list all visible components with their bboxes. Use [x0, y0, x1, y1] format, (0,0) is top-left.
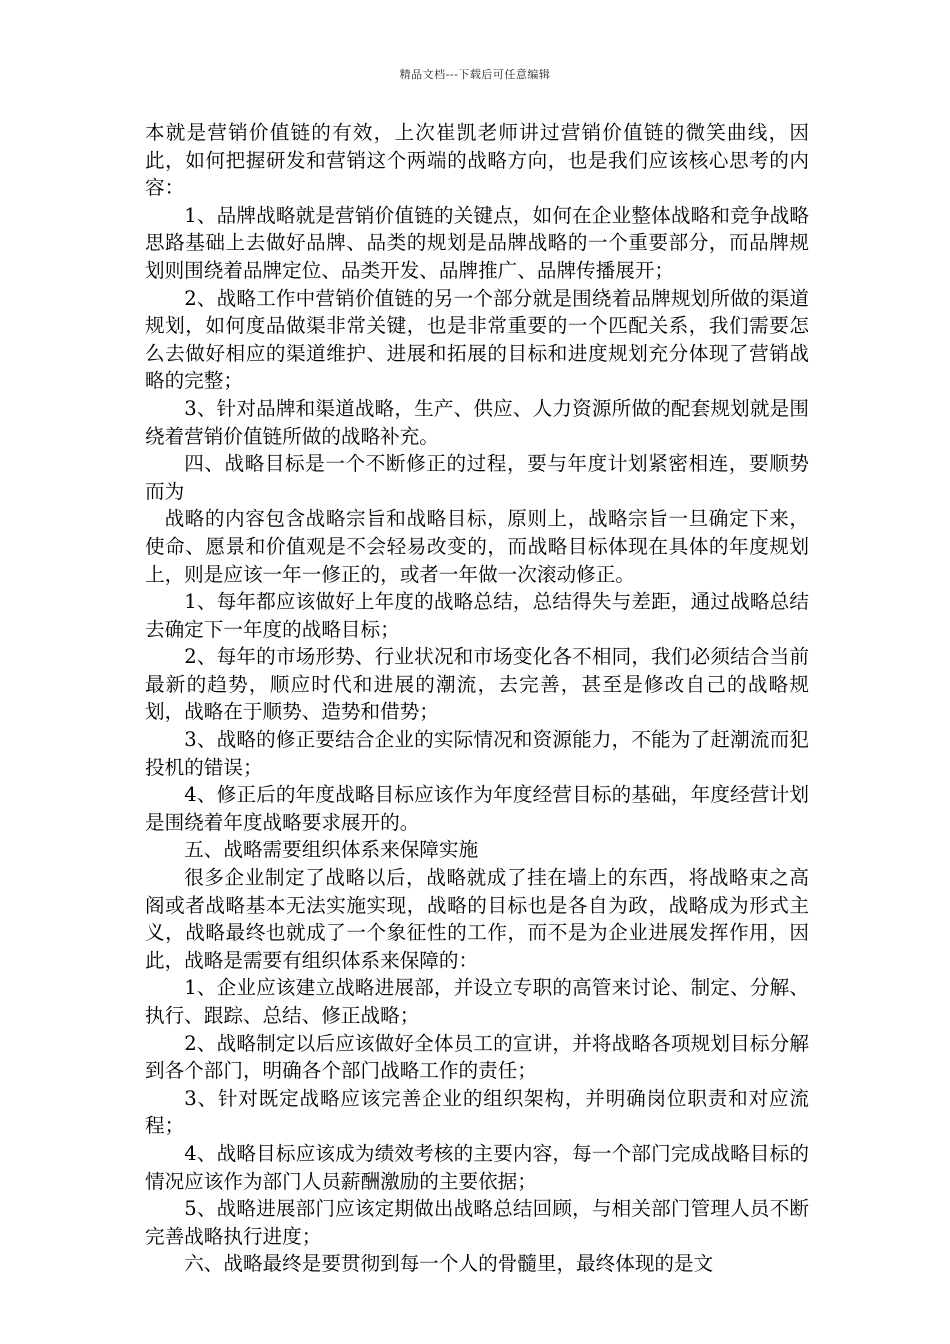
section-heading: 五、战略需要组织体系来保障实施: [184, 838, 479, 862]
paragraph: 本就是营销价值链的有效，上次崔凯老师讲过营销价值链的微笑曲线，因此，如何把握研发和营销这个两端的战略方向，也是我们应该核心思考的内容：: [145, 121, 809, 200]
page-header: 精品文档---下载后可任意编辑: [399, 68, 551, 81]
paragraph: 4、修正后的年度战略目标应该作为年度经营目标的基础，年度经营计划是围绕着年度战略要求展开的。: [145, 783, 809, 834]
document-body: [145, 119, 809, 1278]
paragraph: 2、每年的市场形势、行业状况和市场变化各不相同，我们必须结合当前最新的趋势，顺应时代和进展的潮流，去完善，甚至是修改自己的战略规划，战略在于顺势、造势和借势；: [145, 645, 809, 724]
paragraph: 2、战略工作中营销价值链的另一个部分就是围绕着品牌规划所做的渠道规划，如何度品做渠非常关键，也是非常重要的一个匹配关系，我们需要怎么去做好相应的渠道维护、进展和拓展的目标和进度规划充分体现了营销战略的完整；: [145, 286, 809, 393]
paragraph: 3、针对品牌和渠道战略，生产、供应、人力资源所做的配套规划就是围绕着营销价值链所做的战略补充。: [145, 396, 809, 448]
paragraph: 战略的内容包含战略宗旨和战略目标，原则上，战略宗旨一旦确定下来，使命、愿景和价值观是不会轻易改变的，而战略目标体现在具体的年度规划上，则是应该一年一修正的，或者一年做一次滚动修正。: [145, 507, 809, 586]
paragraph: 1、企业应该建立战略进展部，并设立专职的高管来讨论、制定、分解、执行、跟踪、总结、修正战略；: [145, 976, 809, 1027]
section-heading: 六、战略最终是要贯彻到每一个人的骨髓里，最终体现的是文: [184, 1252, 714, 1276]
paragraph: 4、战略目标应该成为绩效考核的主要内容，每一个部门完成战略目标的情况应该作为部门人员薪酬激励的主要依据；: [145, 1141, 809, 1193]
section-heading: 四、战略目标是一个不断修正的过程，要与年度计划紧密相连，要顺势而为: [145, 452, 809, 503]
paragraph: 3、战略的修正要结合企业的实际情况和资源能力，不能为了赶潮流而犯投机的错误；: [145, 728, 809, 779]
paragraph: 很多企业制定了战略以后，战略就成了挂在墙上的东西，将战略束之高阁或者战略基本无法实施实现，战略的目标也是各自为政，战略成为形式主义，战略最终也就成了一个象征性的工作，而不是为企业进展发挥作用，因此，战略是需要有组织体系来保障的：: [145, 866, 809, 972]
paragraph: 3、针对既定战略应该完善企业的组织架构，并明确岗位职责和对应流程；: [145, 1086, 809, 1138]
paragraph: 2、战略制定以后应该做好全体员工的宣讲，并将战略各项规划目标分解到各个部门，明确各个部门战略工作的责任；: [145, 1031, 809, 1083]
paragraph: 1、每年都应该做好上年度的战略总结，总结得失与差距，通过战略总结去确定下一年度的战略目标；: [145, 590, 809, 641]
paragraph: 1、品牌战略就是营销价值链的关键点，如何在企业整体战略和竞争战略思路基础上去做好品牌、品类的规划是品牌战略的一个重要部分，而品牌规划则围绕着品牌定位、品类开发、品牌推广、品牌传播展开；: [145, 203, 809, 282]
paragraph: 5、战略进展部门应该定期做出战略总结回顾，与相关部门管理人员不断完善战略执行进度；: [145, 1197, 809, 1248]
